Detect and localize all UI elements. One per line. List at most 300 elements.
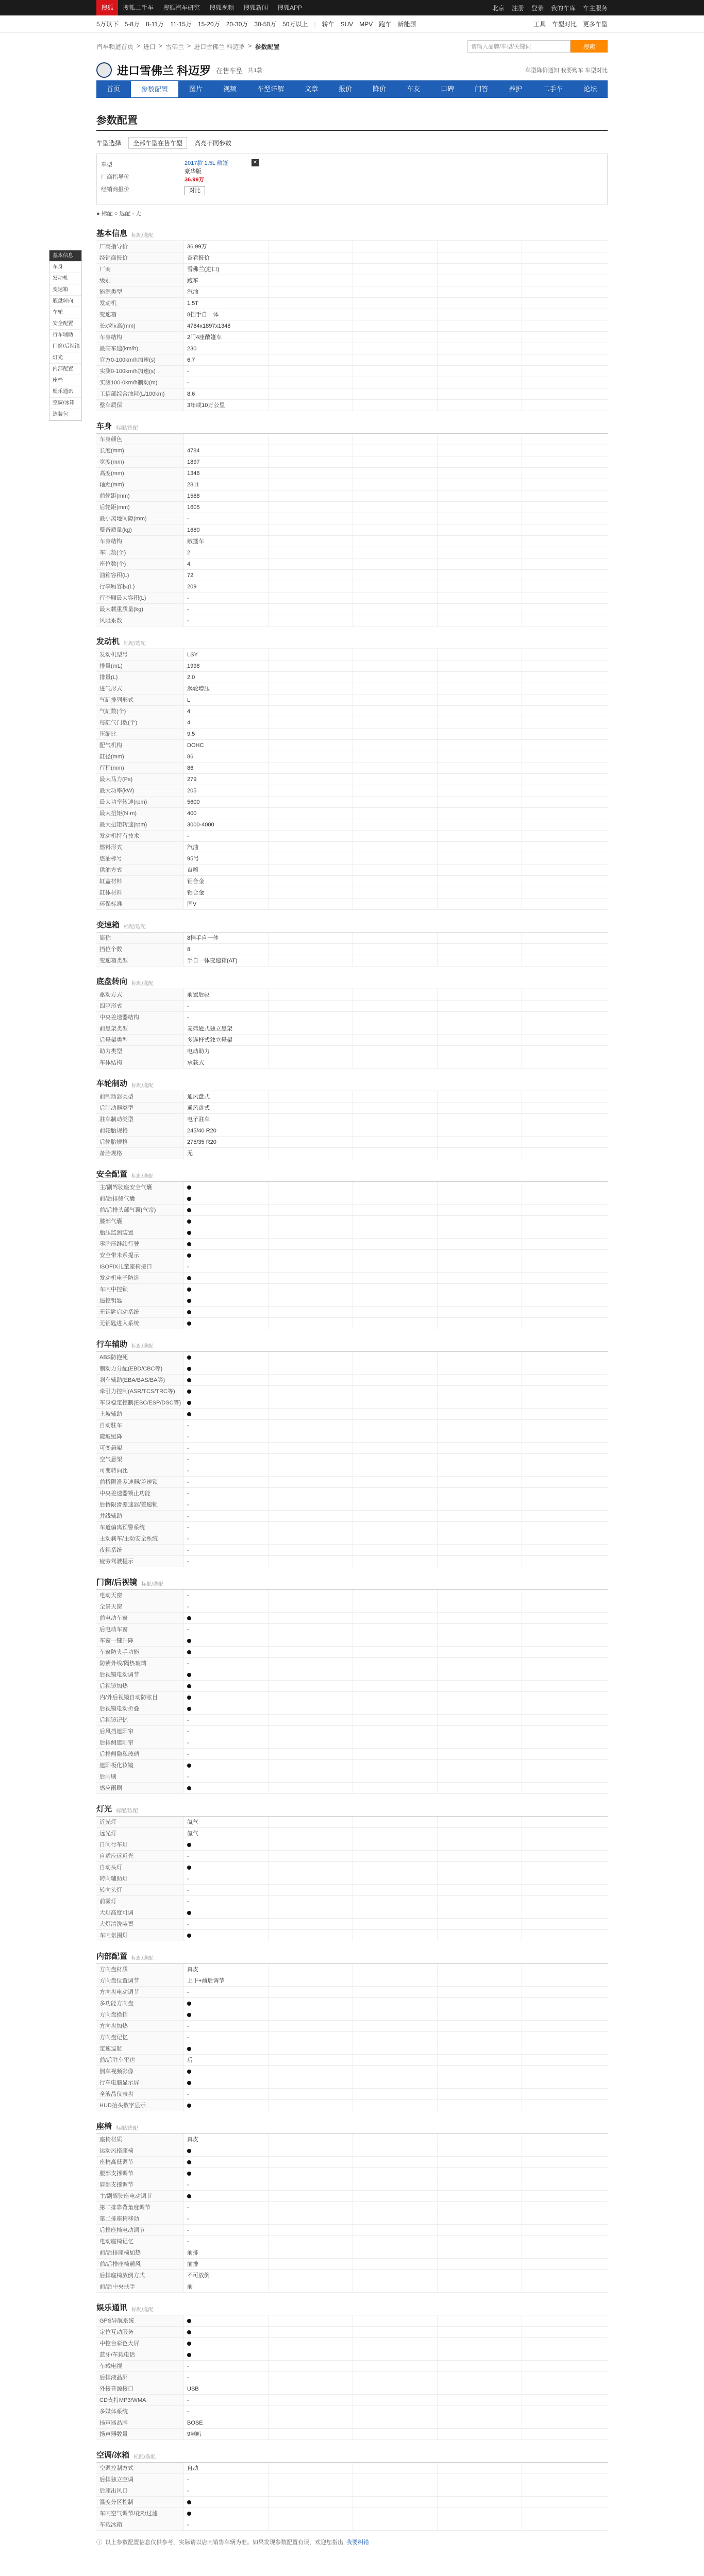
top-site-link[interactable]: 搜狐 xyxy=(96,0,118,15)
car-actions[interactable]: 车型降价通知 我要购车 车型对比 xyxy=(525,67,608,74)
empty-cell xyxy=(353,1828,438,1839)
car-type-link[interactable]: 轿车 xyxy=(322,21,334,28)
report-error-link[interactable]: 我要纠错 xyxy=(346,2539,369,2546)
empty-cell xyxy=(353,445,438,456)
empty-cell xyxy=(353,536,438,547)
empty-cell xyxy=(438,332,522,343)
empty-cell xyxy=(269,252,353,263)
spec-row xyxy=(96,1885,608,1896)
empty-cell xyxy=(353,1057,438,1068)
spec-row xyxy=(96,2021,608,2032)
spec-row xyxy=(96,524,608,536)
spec-label: 全液晶仪表盘 xyxy=(96,2089,184,2099)
empty-cell xyxy=(353,1975,438,1986)
empty-cell xyxy=(438,1533,522,1544)
spec-row xyxy=(96,740,608,751)
top-site-link[interactable]: 搜狐汽车研究 xyxy=(163,4,200,11)
spec-value: - xyxy=(184,1001,269,1011)
empty-cell xyxy=(522,275,607,286)
spec-section xyxy=(96,2117,608,2293)
empty-cell xyxy=(353,1896,438,1907)
empty-cell xyxy=(269,1749,353,1759)
spec-value: - xyxy=(184,1499,269,1510)
section-title: 车轮制动 xyxy=(96,1079,128,1088)
empty-cell xyxy=(353,1035,438,1045)
empty-cell xyxy=(438,660,522,671)
side-nav-item[interactable]: 车身 xyxy=(49,262,81,273)
spec-label: GPS导航系统 xyxy=(96,2315,184,2326)
empty-cell xyxy=(269,2463,353,2473)
empty-cell xyxy=(438,479,522,490)
compare-link[interactable]: 车型对比 xyxy=(551,21,577,28)
standard-dot-icon xyxy=(187,2353,191,2357)
spec-label: 感应雨刷 xyxy=(96,1783,184,1793)
car-column-header xyxy=(185,159,262,195)
tab-maintenance[interactable]: 养护 xyxy=(509,85,523,93)
price-range-link[interactable]: 11-15万 xyxy=(170,21,192,28)
spec-row xyxy=(96,1839,608,1851)
side-nav-item[interactable]: 座椅 xyxy=(49,375,81,386)
spec-label: 外接音源接口 xyxy=(96,2383,184,2394)
section-note: 标配/选配 xyxy=(124,924,146,930)
empty-cell xyxy=(522,694,607,705)
empty-cell xyxy=(353,1669,438,1680)
spec-value: - xyxy=(184,1919,269,1929)
side-nav-item[interactable]: 底盘转向 xyxy=(49,296,81,307)
empty-cell xyxy=(438,1125,522,1136)
tab-articles[interactable]: 文章 xyxy=(305,85,319,93)
side-nav-item[interactable]: 基本信息 xyxy=(49,250,81,262)
spec-value xyxy=(184,1703,269,1714)
spec-value xyxy=(184,2168,269,2179)
empty-cell xyxy=(522,366,607,377)
spec-section xyxy=(96,2446,608,2531)
top-site-link[interactable]: 搜狐二手车 xyxy=(123,4,154,11)
car-type-link[interactable]: 新能源 xyxy=(397,21,416,28)
empty-cell xyxy=(353,2519,438,2530)
price-range-link[interactable]: 5-8万 xyxy=(124,21,140,28)
header-label: 厂商指导价 xyxy=(101,174,129,180)
spec-value xyxy=(184,1273,269,1283)
standard-dot-icon xyxy=(187,1639,191,1643)
side-nav-item[interactable]: 空调/冰箱 xyxy=(49,398,81,409)
section-note: 标配/选配 xyxy=(116,2126,138,2131)
tab-specs[interactable]: 参数配置 xyxy=(130,80,179,98)
spec-value xyxy=(184,2077,269,2088)
price-range-link[interactable]: 50万以上 xyxy=(282,21,308,28)
section-header xyxy=(96,1800,608,1817)
empty-cell xyxy=(353,2168,438,2179)
spec-label: ISOFIX儿童座椅接口 xyxy=(96,1261,184,1272)
spec-label: CD支持MP3/WMA xyxy=(96,2395,184,2405)
spec-label: 驱动方式 xyxy=(96,989,184,1000)
empty-cell xyxy=(522,1137,607,1147)
section-header xyxy=(96,633,608,649)
empty-cell xyxy=(269,796,353,807)
spec-value xyxy=(184,2191,269,2201)
model-select[interactable]: 全部车型在售车型 xyxy=(128,137,187,149)
empty-cell xyxy=(353,2213,438,2224)
spec-label: 电动座椅记忆 xyxy=(96,2236,184,2247)
spec-value: 86 xyxy=(184,751,269,762)
empty-cell xyxy=(522,955,607,966)
empty-cell xyxy=(269,1205,353,1215)
empty-cell xyxy=(269,1409,353,1419)
standard-dot-icon xyxy=(187,2330,191,2334)
spec-row xyxy=(96,570,608,581)
empty-cell xyxy=(353,1477,438,1487)
spec-row xyxy=(96,581,608,592)
empty-cell xyxy=(438,513,522,524)
empty-cell xyxy=(353,2077,438,2088)
spec-row xyxy=(96,1647,608,1658)
tab-video[interactable]: 视频 xyxy=(223,85,237,93)
empty-cell xyxy=(438,1522,522,1533)
spec-value: 1348 xyxy=(184,468,269,479)
search-input[interactable]: 请输入品牌/车型/关键词 xyxy=(467,40,571,53)
spec-label: 后制动器类型 xyxy=(96,1103,184,1113)
spec-value: 6.7 xyxy=(184,354,269,365)
empty-cell xyxy=(522,1635,607,1646)
spec-row xyxy=(96,1477,608,1488)
spec-value: 2 xyxy=(184,547,269,558)
empty-cell xyxy=(353,1749,438,1759)
spec-row xyxy=(96,1148,608,1159)
spec-row xyxy=(96,1862,608,1873)
spec-row xyxy=(96,400,608,411)
empty-cell xyxy=(353,2474,438,2485)
spec-label: 大灯高度可调 xyxy=(96,1907,184,1918)
empty-cell xyxy=(269,2168,353,2179)
spec-label: 长度(mm) xyxy=(96,445,184,456)
empty-cell xyxy=(438,320,522,331)
empty-cell xyxy=(269,2145,353,2156)
empty-cell xyxy=(269,1477,353,1487)
spec-value: 2.0 xyxy=(184,672,269,683)
section-header xyxy=(96,1573,608,1590)
empty-cell xyxy=(438,1035,522,1045)
login-link[interactable]: 登录 xyxy=(531,4,544,12)
side-nav-item[interactable]: 变速箱 xyxy=(49,284,81,296)
empty-cell xyxy=(438,1839,522,1850)
tab-reviews[interactable]: 口碑 xyxy=(441,85,455,93)
empty-cell xyxy=(522,2134,607,2145)
filter-row xyxy=(96,135,608,150)
spec-label: 日间行车灯 xyxy=(96,1839,184,1850)
price-range-link[interactable]: 30-50万 xyxy=(254,21,277,28)
empty-cell xyxy=(353,490,438,501)
spec-row xyxy=(96,1556,608,1567)
search-button[interactable]: 搜索 xyxy=(571,40,608,53)
spec-value: - xyxy=(184,2372,269,2383)
side-nav-item[interactable]: 娱乐通讯 xyxy=(49,386,81,398)
empty-cell xyxy=(438,570,522,581)
empty-cell xyxy=(438,1057,522,1068)
empty-cell xyxy=(353,1273,438,1283)
top-site-link[interactable]: 搜狐新闻 xyxy=(243,4,269,11)
side-nav-item[interactable]: 选装包 xyxy=(49,409,81,420)
empty-cell xyxy=(269,1465,353,1476)
empty-cell xyxy=(269,1658,353,1669)
spec-label: 长x宽x高(mm) xyxy=(96,320,184,331)
car-type-link[interactable]: 跑车 xyxy=(379,21,392,28)
breadcrumb-item[interactable]: 汽车频道首页 xyxy=(96,43,134,50)
standard-dot-icon xyxy=(187,2104,191,2108)
spec-row xyxy=(96,717,608,728)
empty-cell xyxy=(438,1205,522,1215)
spec-row xyxy=(96,808,608,819)
spec-row xyxy=(96,1386,608,1397)
empty-cell xyxy=(438,887,522,898)
empty-cell xyxy=(522,298,607,309)
empty-cell xyxy=(438,819,522,830)
spec-label: 主动刹车/主动安全系统 xyxy=(96,1533,184,1544)
standard-dot-icon xyxy=(187,2149,191,2153)
spec-label: 自动头灯 xyxy=(96,1862,184,1873)
compare-button[interactable]: 对比 xyxy=(185,186,205,195)
empty-cell xyxy=(269,853,353,864)
spec-label: 工信部综合油耗(L/100km) xyxy=(96,388,184,399)
empty-cell xyxy=(522,1681,607,1691)
register-link[interactable]: 注册 xyxy=(511,4,524,12)
empty-cell xyxy=(353,377,438,388)
empty-cell xyxy=(438,377,522,388)
empty-cell xyxy=(522,842,607,853)
spec-row xyxy=(96,2497,608,2508)
spec-value: - xyxy=(184,831,269,841)
empty-cell xyxy=(269,865,353,875)
standard-dot-icon xyxy=(187,1253,191,1258)
empty-cell xyxy=(522,1533,607,1544)
spec-row xyxy=(96,2043,608,2055)
tab-forum[interactable]: 论坛 xyxy=(583,85,597,93)
empty-cell xyxy=(438,1828,522,1839)
tab-home[interactable]: 首页 xyxy=(107,85,121,93)
empty-cell xyxy=(438,853,522,864)
spec-row xyxy=(96,536,608,547)
side-nav-item[interactable]: 灯光 xyxy=(49,352,81,364)
empty-cell xyxy=(438,1091,522,1102)
empty-cell xyxy=(522,2236,607,2247)
price-range-link[interactable]: 5万以下 xyxy=(96,21,119,28)
spec-label: 方向盘位置调节 xyxy=(96,1975,184,1986)
price-range-link[interactable]: 15-20万 xyxy=(198,21,220,28)
empty-cell xyxy=(438,2157,522,2167)
empty-cell xyxy=(438,785,522,796)
car-type-link[interactable]: MPV xyxy=(359,20,373,28)
spec-section xyxy=(96,225,608,411)
empty-cell xyxy=(269,1307,353,1317)
empty-cell xyxy=(522,558,607,569)
spec-row xyxy=(96,1658,608,1669)
empty-cell xyxy=(269,536,353,547)
spec-section xyxy=(96,916,608,967)
spec-row xyxy=(96,377,608,388)
empty-cell xyxy=(269,343,353,354)
empty-cell xyxy=(269,1987,353,1997)
empty-cell xyxy=(353,1261,438,1272)
spec-label: 运动风格座椅 xyxy=(96,2145,184,2156)
empty-cell xyxy=(269,2519,353,2530)
top-site-link[interactable]: 搜狐视频 xyxy=(209,4,234,11)
empty-cell xyxy=(438,1397,522,1408)
spec-row xyxy=(96,1975,608,1987)
empty-cell xyxy=(269,1885,353,1895)
spec-label: 后悬架类型 xyxy=(96,1035,184,1045)
empty-cell xyxy=(522,660,607,671)
empty-cell xyxy=(353,1817,438,1827)
spec-label: 后桥限滑差速器/差速锁 xyxy=(96,1499,184,1510)
city-switch[interactable]: 北京 xyxy=(492,4,505,12)
side-nav-item[interactable]: 行车辅助 xyxy=(49,330,81,341)
price-range-link[interactable]: 8-11万 xyxy=(146,21,164,28)
spec-value xyxy=(184,1692,269,1703)
empty-cell xyxy=(522,1658,607,1669)
empty-cell xyxy=(269,366,353,377)
spec-label: 排量(mL) xyxy=(96,660,184,671)
spec-row xyxy=(96,2361,608,2372)
empty-cell xyxy=(269,298,353,309)
tab-detail[interactable]: 车型详解 xyxy=(257,85,284,93)
empty-cell xyxy=(353,1307,438,1317)
spec-value xyxy=(184,2009,269,2020)
empty-cell xyxy=(269,275,353,286)
empty-cell xyxy=(522,513,607,524)
empty-cell xyxy=(353,2089,438,2099)
empty-cell xyxy=(438,1749,522,1759)
garage-link[interactable]: 我的车库 xyxy=(550,4,576,12)
spec-label: 车窗一键升降 xyxy=(96,1635,184,1646)
section-title: 底盘转向 xyxy=(96,977,128,986)
empty-cell xyxy=(269,1284,353,1295)
spec-row xyxy=(96,1964,608,1975)
breadcrumb-item[interactable]: 雪佛兰 xyxy=(165,43,185,50)
empty-cell xyxy=(438,490,522,501)
empty-cell xyxy=(522,479,607,490)
empty-cell xyxy=(269,1726,353,1737)
spec-value: 前排 xyxy=(184,2259,269,2269)
spec-value: 前置后驱 xyxy=(184,989,269,1000)
section-note: 标配/选配 xyxy=(131,2307,154,2313)
spec-value: USB xyxy=(184,2383,269,2394)
spec-value xyxy=(184,1930,269,1941)
spec-row xyxy=(96,1261,608,1273)
empty-cell xyxy=(438,751,522,762)
spec-label: 缸盖材料 xyxy=(96,876,184,887)
section-note: 标配/选配 xyxy=(131,981,154,987)
spec-label: 后视镜记忆 xyxy=(96,1715,184,1725)
empty-cell xyxy=(438,1862,522,1873)
spec-label: 供油方式 xyxy=(96,865,184,875)
spec-row xyxy=(96,1091,608,1103)
top-site-link[interactable]: 搜狐APP xyxy=(277,4,303,11)
empty-cell xyxy=(269,2508,353,2519)
spec-value: - xyxy=(184,1556,269,1567)
empty-cell xyxy=(353,672,438,683)
close-icon[interactable]: ✕ xyxy=(252,159,259,166)
empty-cell xyxy=(522,1375,607,1385)
spec-row xyxy=(96,332,608,343)
price-range-link[interactable]: 20-30万 xyxy=(226,21,248,28)
empty-cell xyxy=(269,2077,353,2088)
empty-cell xyxy=(522,1760,607,1771)
empty-cell xyxy=(353,2236,438,2247)
side-nav-item[interactable]: 门窗/后视镜 xyxy=(49,341,81,352)
spec-row xyxy=(96,2009,608,2021)
standard-dot-icon xyxy=(187,1321,191,1326)
empty-cell xyxy=(438,2429,522,2439)
spec-label: 变速箱类型 xyxy=(96,955,184,966)
empty-cell xyxy=(522,1919,607,1929)
empty-cell xyxy=(438,581,522,592)
empty-cell xyxy=(522,1964,607,1975)
tab-used[interactable]: 二手车 xyxy=(543,85,563,93)
more-cars-link[interactable]: 更多车型 xyxy=(582,21,608,28)
side-nav-item[interactable]: 发动机 xyxy=(49,273,81,284)
breadcrumb-item[interactable]: 进口雪佛兰 科迈罗 xyxy=(194,43,245,50)
side-nav-item[interactable]: 内部配置 xyxy=(49,364,81,375)
side-nav-item[interactable]: 安全配置 xyxy=(49,318,81,330)
spec-label: 全景天窗 xyxy=(96,1601,184,1612)
spec-label: 后轮距(mm) xyxy=(96,502,184,513)
empty-cell xyxy=(438,955,522,966)
highlight-diff-toggle[interactable]: 高亮不同参数 xyxy=(194,139,232,147)
empty-cell xyxy=(438,2134,522,2145)
spec-label: 前轮胎规格 xyxy=(96,1125,184,1136)
empty-cell xyxy=(269,570,353,581)
breadcrumb-item[interactable]: 进口 xyxy=(143,43,156,50)
side-nav-item[interactable]: 车轮 xyxy=(49,307,81,318)
empty-cell xyxy=(522,2406,607,2417)
empty-cell xyxy=(269,989,353,1000)
empty-cell xyxy=(353,1182,438,1193)
empty-cell xyxy=(522,524,607,535)
spec-row xyxy=(96,1239,608,1250)
empty-cell xyxy=(522,1114,607,1125)
empty-cell xyxy=(269,1216,353,1227)
tab-qa[interactable]: 问答 xyxy=(475,85,489,93)
section-note: 标配/选配 xyxy=(131,1956,154,1961)
car-model-link[interactable]: 2017款 1.5L 敞篷 xyxy=(185,160,228,166)
empty-cell xyxy=(522,1125,607,1136)
empty-cell xyxy=(522,456,607,467)
empty-cell xyxy=(522,2066,607,2077)
tab-prices[interactable]: 报价 xyxy=(339,85,353,93)
empty-cell xyxy=(353,1386,438,1397)
spec-label: 中央差速器锁止功能 xyxy=(96,1488,184,1499)
owner-service-link[interactable]: 车主服务 xyxy=(582,4,608,12)
empty-cell xyxy=(353,1873,438,1884)
tools-link[interactable]: 工具 xyxy=(533,21,546,28)
tab-discount[interactable]: 降价 xyxy=(373,85,387,93)
spec-row xyxy=(96,2338,608,2349)
empty-cell xyxy=(438,2202,522,2213)
tab-photos[interactable]: 图片 xyxy=(189,85,203,93)
tab-owners[interactable]: 车友 xyxy=(407,85,421,93)
spec-row xyxy=(96,1352,608,1363)
spec-value: 4 xyxy=(184,706,269,717)
empty-cell xyxy=(438,388,522,399)
empty-cell xyxy=(438,706,522,717)
spec-value: - xyxy=(184,2406,269,2417)
spec-value: 1605 xyxy=(184,502,269,513)
section-note: 标配/选配 xyxy=(131,1344,154,1349)
empty-cell xyxy=(353,592,438,603)
spec-row xyxy=(96,615,608,626)
empty-cell xyxy=(353,1001,438,1011)
empty-cell xyxy=(522,592,607,603)
car-type-link[interactable]: SUV xyxy=(340,20,354,28)
